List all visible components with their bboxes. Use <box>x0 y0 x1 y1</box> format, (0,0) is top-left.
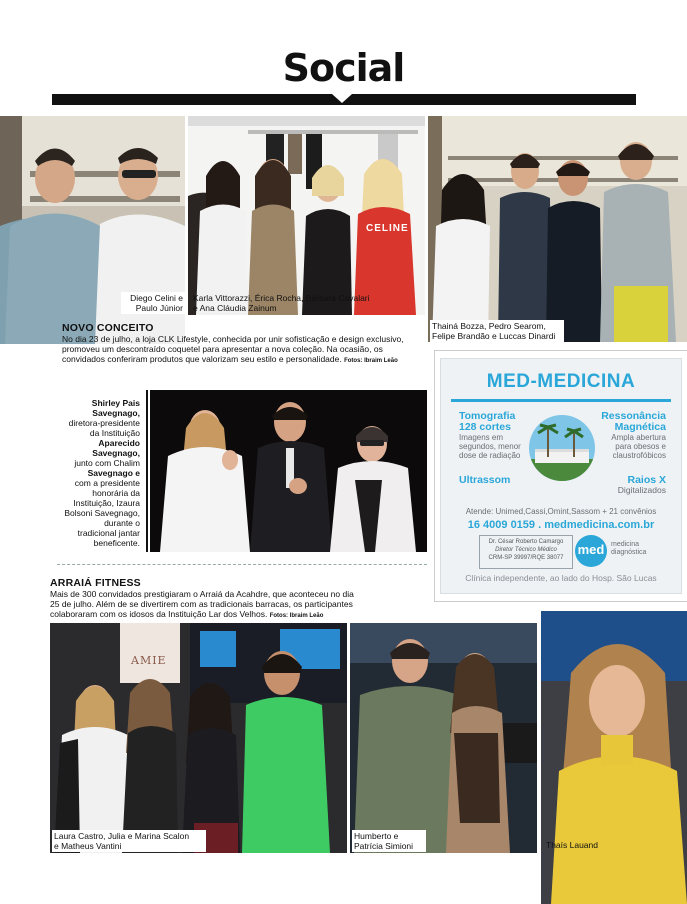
story-novo-conceito-line-3-wrap <box>62 354 432 366</box>
ad-clinic-image <box>529 415 595 481</box>
photo-humberto-patricia <box>350 623 537 853</box>
story2-line: Aparecido <box>98 438 140 448</box>
ad-raiosx-sub: Digitalizados <box>617 485 666 495</box>
story-novo-conceito-heading: NOVO CONCEITO <box>62 322 154 334</box>
ad-tomografia-head: Tomografia <box>459 410 516 422</box>
story2-line: da Instituição <box>89 428 140 438</box>
story-novo-conceito-line-2: promoveu um descontraído coquetel para apresentar a nova coleção. Na ocasião, os <box>62 344 383 354</box>
ad-tomografia-body-1: Imagens em <box>459 433 504 442</box>
story-savegnago-text <box>60 398 140 548</box>
photo-thais-caption: Thaís Lauand <box>546 840 598 850</box>
story2-line: diretora-presidente <box>68 418 140 428</box>
ad-footer: Clínica independente, ao lado do Hosp. São Lucas <box>465 573 657 583</box>
ad-tomografia-body-2: segundos, menor <box>459 442 521 451</box>
title-rule-notch <box>332 94 352 103</box>
section-title: Social <box>282 46 405 90</box>
ad-med-medicina[interactable] <box>440 358 682 594</box>
ad-doctor-box <box>479 535 573 569</box>
ad-logo-sub <box>611 541 646 557</box>
photo-humberto-caption: Humberto e Patrícia Simioni <box>352 830 426 852</box>
ad-ressonancia-head: Ressonância <box>601 410 666 422</box>
story-arraia-line-3-wrap <box>50 609 430 621</box>
story-novo-conceito <box>62 322 432 366</box>
ad-ressonancia-body-1: Ampla abertura <box>611 433 666 442</box>
ad-tomografia-sub: 128 cortes <box>459 421 511 433</box>
photo-thaina-caption: Thainá Bozza, Pedro Searom, Felipe Brandão e Luccas Dinardi <box>430 320 564 342</box>
ad-insurers: Atende: Unimed,Cassi,Omint,Sassom + 21 convênios <box>465 507 657 516</box>
ad-ressonancia-body-3: claustrofóbicos <box>612 451 666 460</box>
story2-line: tradicional jantar <box>77 528 140 538</box>
photo-thaina-pedro-felipe-luccas <box>428 116 687 342</box>
story2-divider <box>146 390 148 552</box>
ad-doctor-role: Diretor Técnico Médico <box>495 547 557 553</box>
story-arraia-heading: ARRAIÁ FITNESS <box>50 577 141 589</box>
ad-tomografia-body-3: dose de radiação <box>459 451 521 460</box>
ad-title-bar <box>451 399 671 402</box>
photo-credit: Fotos: Ibraim Leão <box>344 358 398 364</box>
photo-laura-julia-marina-matheus <box>50 623 347 853</box>
ad-logo-sub-2: diagnóstica <box>611 549 647 556</box>
story2-line: Savegnago, <box>92 408 140 418</box>
ad-phone[interactable]: 16 4009 0159 . medmedicina.com.br <box>467 519 655 531</box>
ad-raiosx-head: Raios X <box>627 474 666 486</box>
story2-line: junto com Chalim <box>74 458 140 468</box>
ad-ultrassom: Ultrassom <box>459 474 511 486</box>
story2-line: durante o <box>104 518 140 528</box>
section-separator <box>57 564 427 565</box>
story-arraia-fitness <box>50 577 430 621</box>
story-novo-conceito-line-3: convidados conferiram produtos que valorizam seu estilo e personalidade. <box>62 354 342 364</box>
ad-title: MED-MEDICINA <box>486 371 636 392</box>
ad-doctor-crm: CRM-SP 39997/RQE 38077 <box>488 555 564 561</box>
sign-celine: CELINE <box>366 223 409 234</box>
ad-tomografia <box>459 411 539 460</box>
photo-diego-paulo-caption: Diego Celini e Paulo Júnior <box>121 292 185 314</box>
photo-karla-caption: Karla Vittorazzi, Érica Rocha, Bárbara Cavalari e Ana Cláudia Zainum <box>193 293 370 313</box>
ad-logo: med <box>575 535 607 567</box>
story2-line: Bolsoni Savegnago, <box>64 508 140 518</box>
ad-ressonancia-body-2: para obesos e <box>615 442 666 451</box>
photo-thais-lauand <box>541 611 687 904</box>
photo-karla-erica-barbara-ana <box>188 116 425 315</box>
story-arraia-line-2: 25 de julho. Além de se divertirem com as tradicionais barracas, os participantes <box>50 599 353 609</box>
photo-laura-caption: Laura Castro, Julia e Marina Scalon e Matheus Vantini <box>52 830 206 852</box>
ad-ressonancia-sub: Magnética <box>614 421 666 433</box>
story2-line: Instituição, Izaura <box>73 498 140 508</box>
story2-line: Savegnago, <box>92 448 140 458</box>
story-novo-conceito-line-1: No dia 23 de julho, a loja CLK Lifestyle, conhecida por unir sofisticação e design exclusivo, <box>62 334 404 344</box>
story-arraia-line-3: colaboraram com os idosos da Instituição Lar dos Velhos. <box>50 609 268 619</box>
ad-doctor-name: Dr. César Roberto Camargo <box>488 539 564 545</box>
story2-line: com a presidente <box>74 478 140 488</box>
photo-credit: Fotos: Ibraim Leão <box>269 613 324 619</box>
story2-line: honorária da <box>92 488 140 498</box>
sign-amie: AMIE <box>131 654 167 667</box>
story2-line: beneficente. <box>93 538 140 548</box>
story2-line: Shirley Pais <box>91 398 140 408</box>
photo-savegnago <box>150 390 427 552</box>
story2-line: Savegnago e <box>87 468 140 478</box>
ad-logo-sub-1: medicina <box>611 541 640 548</box>
ad-raiosx <box>591 475 666 495</box>
story-arraia-line-1: Mais de 300 convidados prestigiaram o Arraiá da Acahdre, que aconteceu no dia <box>50 589 354 599</box>
